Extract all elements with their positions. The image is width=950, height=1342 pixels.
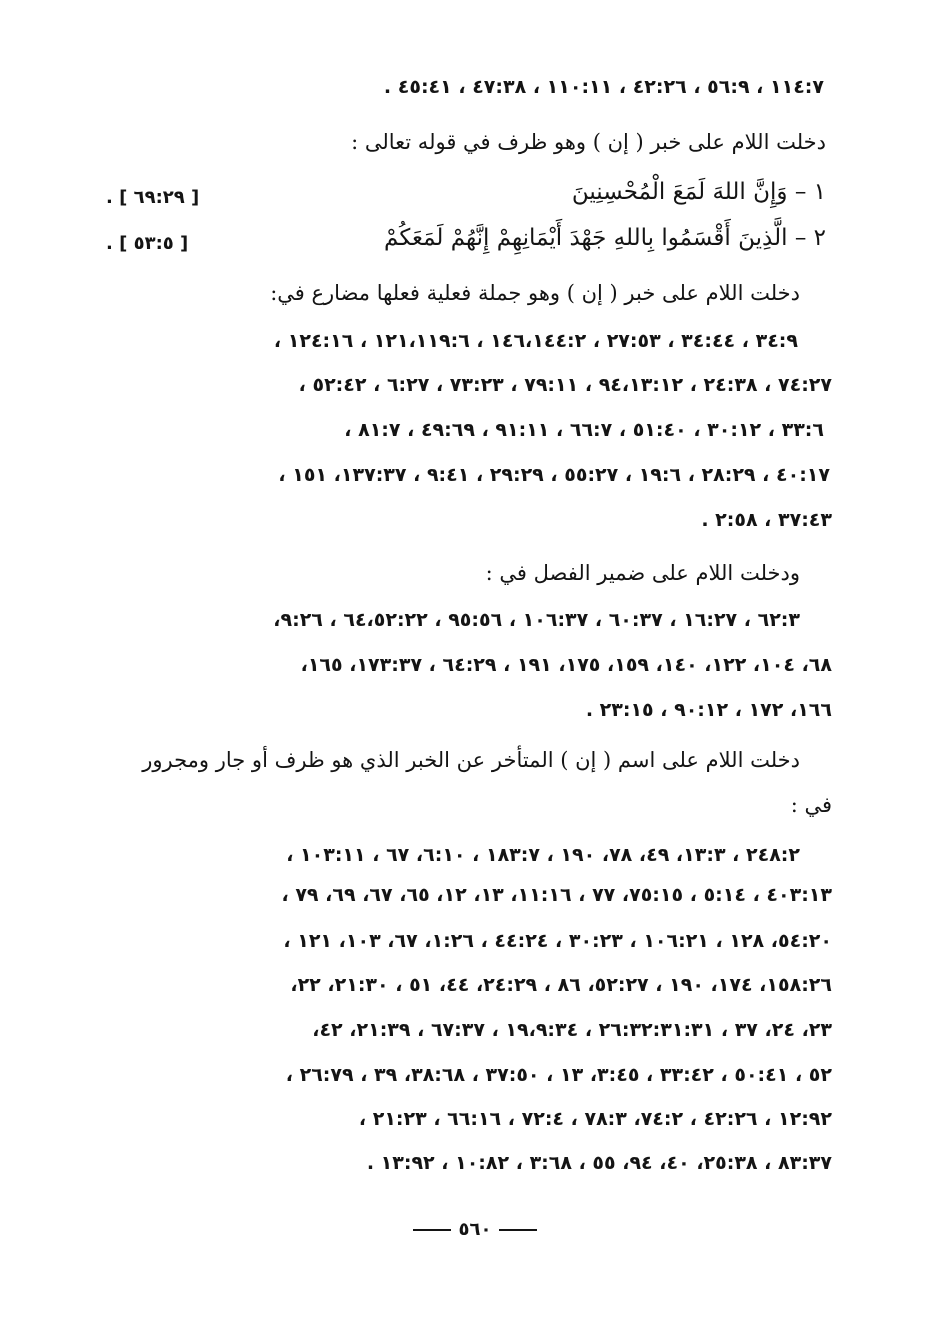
reference-line: ١٢:٩٢ ، ٤٢:٢٦ ، ٧٤:٢، ٧٨:٣ ، ٧٢:٤ ، ٦٦:١٦ ، ٢١:٢٣ ، [358, 1108, 832, 1130]
reference-line: ٧٤:٢٧ ، ٢٤:٣٨ ، ٩٤،١٣:١٢ ، ٧٩:١١ ، ٧٣:٢٣ ، ٦:٢٧ ، ٥٢:٤٢ ، [298, 374, 832, 396]
reference-line: ٥٤:٢٠، ١٢٨ ، ١٠٦:٢١ ، ٣٠:٢٣ ، ٤٤:٢٤ ، ١:٢٦، ٦٧، ١٠٣، ١٢١ ، [283, 930, 832, 952]
page-number: ٥٦٠ [458, 1219, 492, 1240]
section-heading-continuation: في : [790, 793, 832, 817]
reference-line: ١٦٦، ١٧٢ ، ٩٠:١٢ ، ٢٣:١٥ . [585, 699, 832, 721]
reference-line: ٣٧:٤٣ ، ٢:٥٨ . [701, 509, 832, 531]
reference-line: ٢٣، ٢٤، ٣٧ ، ٢٦:٣٢:٣١:٣١ ، ١٩،٩:٣٤ ، ٦٧:٣٧ ، ٢١:٣٩، ٤٢، [312, 1019, 832, 1041]
reference-line: ٤٠٣:١٣ ، ٥:١٤ ، ٧٥:١٥، ٧٧ ، ١١:١٦، ١٣، ١٢، ٦٥، ٦٧، ٦٩، ٧٩ ، [281, 884, 832, 906]
reference-line: ١١٤:٧ ، ٥٦:٩ ، ٤٢:٢٦ ، ١١٠:١١ ، ٤٧:٣٨ ، ٤٥:٤١ . [383, 76, 824, 98]
section-heading: دخلت اللام على خبر ( إن ) وهو جملة فعلية فعلها مضارع في: [270, 281, 800, 305]
page-number-footer [0, 1216, 950, 1244]
verse-line: ٢ – الَّذِينَ أَقْسَمُوا بِاللهِ جَهْدَ أَيْمَانِهِمْ إِنَّهُمْ لَمَعَكُمْ [384, 225, 826, 251]
reference-line: ٦٢:٣ ، ١٦:٢٧ ، ٦٠:٣٧ ، ١٠٦:٣٧ ، ٩٥:٥٦ ، ٦٤،٥٢:٢٢ ، ٩:٢٦، [273, 609, 800, 631]
reference-line: ٣٤:٩ ، ٣٤:٤٤ ، ٢٧:٥٣ ، ١٤٦،١٤٤:٢ ، ١٢١،١١٩:٦ ، ١٢٤:١٦ ، [273, 330, 798, 352]
reference-line: ٥٢ ، ٥٠:٤١ ، ٣٣:٤٢ ، ٣:٤٥، ١٣ ، ٣٧:٥٠ ، ٣٨:٦٨، ٣٩ ، ٢٦:٧٩ ، [285, 1064, 832, 1086]
reference-line: ٣٣:٦ ، ٣٠:١٢ ، ٥١:٤٠ ، ٦٦:٧ ، ٩١:١١ ، ٤٩:٦٩ ، ٨١:٧ ، [344, 419, 824, 441]
reference-line: ٢٤٨:٢ ، ١٣:٣، ٤٩، ٧٨، ١٩٠ ، ١٨٣:٧ ، ٦:١٠، ٦٧ ، ١٠٣:١١ ، [286, 844, 800, 866]
reference-line: ٤٠:١٧ ، ٢٨:٢٩ ، ١٩:٦ ، ٥٥:٢٧ ، ٢٩:٢٩ ، ٩:٤١ ، ١٣٧:٣٧، ١٥١ ، [278, 464, 830, 486]
reference-line: ١٥٨:٢٦، ١٧٤، ١٩٠ ، ٥٢:٢٧، ٨٦ ، ٢٤:٢٩، ٤٤، ٥١ ، ٢١:٣٠، ٢٢، [290, 974, 832, 996]
reference-line: ٦٨، ١٠٤، ١٢٢، ١٤٠، ١٥٩، ١٧٥، ١٩١ ، ٦٤:٢٩ ، ١٧٣:٣٧، ١٦٥، [300, 654, 832, 676]
section-heading: دخلت اللام على خبر ( إن ) وهو ظرف في قوله تعالى : [351, 130, 826, 154]
reference-line: ٨٣:٣٧ ، ٢٥:٣٨، ٤٠، ٩٤، ٥٥ ، ٣:٦٨ ، ١٠:٨٢ ، ١٣:٩٢ . [366, 1152, 832, 1174]
footer-dash [413, 1229, 451, 1231]
verse-reference: [ ٥٣:٥ ] . [106, 233, 189, 254]
section-heading: ودخلت اللام على ضمير الفصل في : [485, 561, 800, 585]
verse-reference: [ ٦٩:٢٩ ] . [106, 187, 200, 208]
section-heading: دخلت اللام على اسم ( إن ) المتأخر عن الخبر الذي هو ظرف أو جار ومجرور [142, 748, 800, 772]
verse-line: ١ – وَإِنَّ اللهَ لَمَعَ الْمُحْسِنِينَ [571, 179, 826, 205]
footer-dash [499, 1229, 537, 1231]
